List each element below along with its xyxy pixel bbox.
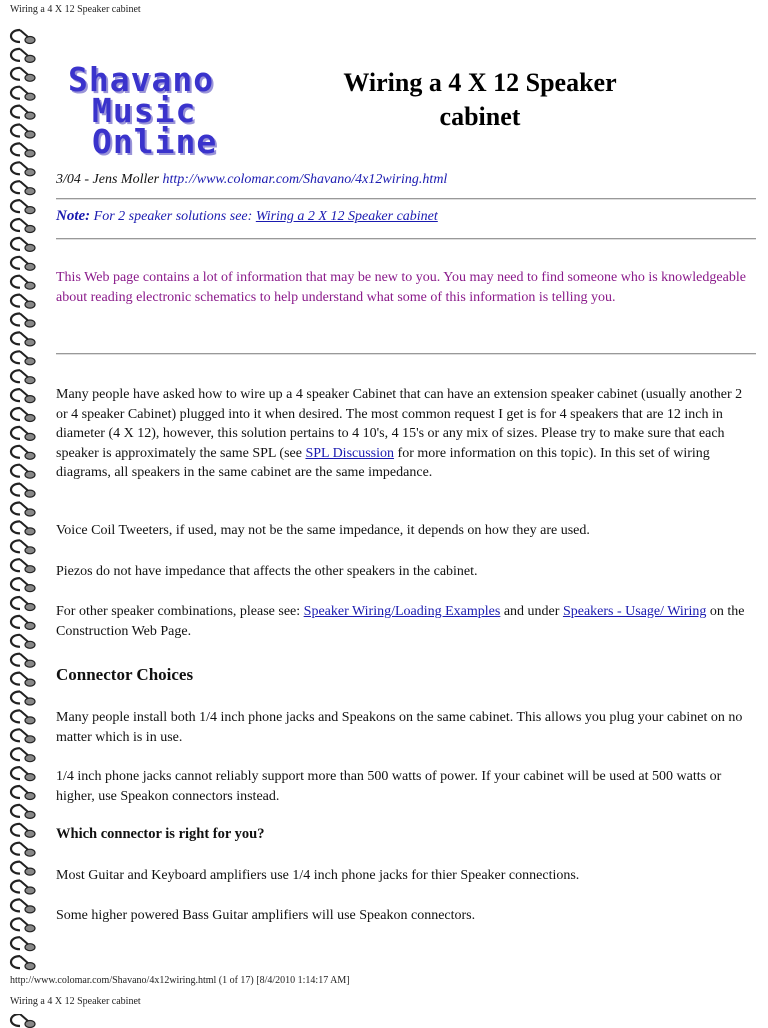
spiral-hole	[25, 471, 35, 478]
spiral-binding-icon	[6, 28, 46, 973]
para1-text-after: for more information on this topic). In this set of wiring diagrams, all speakers in the same cabinet are the same impedance.	[56, 445, 710, 481]
paragraph-phone-jacks-limit: 1/4 inch phone jacks cannot reliably support more than 500 watts of power. If your cabinet will be used at 500 watts or higher, use Speakon connectors instead.	[56, 769, 722, 804]
byline-url-link[interactable]: http://www.colomar.com/Shavano/4x12wiring.html	[162, 172, 448, 187]
heading-which-connector: Which connector is right for you?	[56, 826, 265, 842]
spiral-loop	[11, 881, 20, 893]
spiral-loop	[11, 276, 20, 288]
spiral-arm	[20, 786, 28, 793]
spiral-arm	[20, 918, 28, 925]
spiral-arm	[20, 521, 28, 528]
spiral-arm	[20, 68, 28, 75]
spiral-hole	[25, 1021, 35, 1028]
logo-line-3: Online	[92, 122, 218, 161]
spiral-arm	[20, 351, 28, 358]
spiral-hole	[25, 339, 35, 346]
spiral-arm	[20, 162, 28, 169]
spiral-loop	[11, 578, 20, 590]
spiral-hole	[25, 188, 35, 195]
spiral-hole	[25, 150, 35, 157]
spiral-hole	[25, 509, 35, 516]
spiral-loop	[11, 559, 20, 571]
spiral-hole	[25, 660, 35, 667]
paragraph-bass-speakon: Some higher powered Bass Guitar amplifiers will use Speakon connectors.	[56, 908, 476, 923]
spiral-loop	[11, 314, 20, 326]
spiral-loop	[11, 30, 20, 42]
spiral-hole	[25, 604, 35, 611]
spiral-loop	[11, 351, 20, 363]
spiral-arm	[20, 238, 28, 245]
spiral-arm	[20, 843, 28, 850]
spiral-loop	[11, 219, 20, 231]
spiral-binding-icon-next	[6, 1014, 46, 1028]
next-page-header: Wiring a 4 X 12 Speaker cabinet	[10, 996, 141, 1007]
spiral-arm	[20, 862, 28, 869]
spiral-arm	[20, 503, 28, 510]
spiral-loop	[11, 521, 20, 533]
spiral-loop	[11, 540, 20, 552]
spiral-hole	[25, 717, 35, 724]
para4-text-before: For other speaker combinations, please see:	[56, 604, 304, 619]
wiring-2x12-link[interactable]: Wiring a 2 X 12 Speaker cabinet	[255, 209, 438, 224]
para4-text-middle: and under	[500, 604, 563, 619]
spiral-loop	[11, 238, 20, 250]
spiral-arm	[20, 200, 28, 207]
spiral-arm	[20, 314, 28, 321]
spiral-arm	[20, 295, 28, 302]
speakers-usage-wiring-link[interactable]: Speakers - Usage/ Wiring	[562, 604, 707, 619]
intro-paragraph: This Web page contains a lot of information that may be new to you. You may need to find someone who is knowledgeable about reading electronic schematics to help understand what some of this information is telling you.	[56, 270, 746, 305]
byline	[56, 172, 447, 188]
spiral-hole	[25, 93, 35, 100]
spiral-arm	[20, 673, 28, 680]
para1-text-before: Many people have asked how to wire up a 4 speaker Cabinet that can have an extension speaker cabinet (usually another 2 or 4 speaker Cabinet) plugged into it when desired. The most common request I get is for 4 speakers that are 12 inch in diameter (4 X 12), however, this solution pertains to 4 10's, 4 15's or any mix of sizes. Please try to make sure that each speaker is approximately the same SPL (see	[56, 387, 743, 461]
spiral-loop	[11, 654, 20, 666]
paragraph-wiring-request	[56, 385, 756, 483]
spiral-loop	[11, 918, 20, 930]
spiral-arm	[20, 710, 28, 717]
spiral-loop	[11, 899, 20, 911]
para4-text-after: on the Construction Web Page.	[56, 604, 745, 639]
spiral-hole	[25, 452, 35, 459]
spiral-hole	[25, 566, 35, 573]
divider	[56, 238, 756, 240]
spiral-hole	[25, 169, 35, 176]
note	[56, 208, 438, 225]
spiral-hole	[25, 74, 35, 81]
spiral-hole	[25, 358, 35, 365]
heading-connector-choices: Connector Choices	[56, 665, 194, 684]
byline-text: 3/04 - Jens Moller	[56, 172, 163, 187]
spiral-hole	[25, 887, 35, 894]
spiral-loop	[11, 332, 20, 344]
spiral-arm	[20, 30, 28, 37]
spiral-hole	[25, 396, 35, 403]
spiral-arm	[20, 143, 28, 150]
spiral-loop	[11, 635, 20, 647]
spiral-arm	[20, 389, 28, 396]
spiral-loop	[11, 49, 20, 61]
page-title	[310, 66, 650, 134]
spiral-arm	[20, 408, 28, 415]
spiral-arm	[20, 729, 28, 736]
paragraph-both-connectors: Many people install both 1/4 inch phone jacks and Speakons on the same cabinet. This allows you plug your cabinet on no matter which is in use.	[56, 710, 743, 745]
spiral-loop	[11, 862, 20, 874]
spiral-arm	[20, 824, 28, 831]
spiral-loop	[11, 1014, 20, 1026]
spiral-hole	[25, 320, 35, 327]
spiral-loop	[11, 729, 20, 741]
spiral-loop	[11, 786, 20, 798]
spiral-hole	[25, 679, 35, 686]
page-title-line-2: cabinet	[439, 102, 521, 131]
spiral-loop	[11, 937, 20, 949]
spiral-loop	[11, 824, 20, 836]
page-title-line-1: Wiring a 4 X 12 Speaker	[343, 68, 617, 97]
speaker-wiring-examples-link[interactable]: Speaker Wiring/Loading Examples	[303, 604, 501, 619]
spiral-arm	[20, 559, 28, 566]
spiral-arm	[20, 616, 28, 623]
spiral-loop	[11, 843, 20, 855]
spiral-hole	[25, 377, 35, 384]
spiral-arm	[20, 465, 28, 472]
spiral-hole	[25, 622, 35, 629]
spiral-loop	[11, 370, 20, 382]
spiral-arm	[20, 805, 28, 812]
logo-line-1: Shavano	[68, 60, 215, 99]
spiral-loop	[11, 427, 20, 439]
spiral-loop	[11, 956, 20, 968]
spiral-arm	[20, 899, 28, 906]
spiral-hole	[25, 112, 35, 119]
spiral-arm	[20, 49, 28, 56]
spiral-loop	[11, 125, 20, 137]
spiral-hole	[25, 490, 35, 497]
spiral-hole	[25, 528, 35, 535]
paragraph-other-combinations	[56, 602, 756, 641]
spiral-arm	[20, 332, 28, 339]
note-label: Note:	[56, 208, 91, 224]
spiral-arm	[20, 427, 28, 434]
spiral-hole	[25, 282, 35, 289]
spiral-arm	[20, 276, 28, 283]
spiral-arm	[20, 767, 28, 774]
spiral-hole	[25, 226, 35, 233]
spiral-hole	[25, 906, 35, 913]
spiral-loop	[11, 692, 20, 704]
spiral-arm	[20, 956, 28, 963]
spiral-loop	[11, 503, 20, 515]
spiral-loop	[11, 68, 20, 80]
spiral-hole	[25, 698, 35, 705]
paragraph-piezos: Piezos do not have impedance that affects the other speakers in the cabinet.	[56, 564, 478, 579]
spiral-arm	[20, 87, 28, 94]
paragraph-guitar-keyboard: Most Guitar and Keyboard amplifiers use 1/4 inch phone jacks for thier Speaker connections.	[56, 868, 580, 883]
spiral-arm	[20, 484, 28, 491]
spiral-loop	[11, 748, 20, 760]
shavano-logo[interactable]	[68, 60, 268, 161]
note-text: For 2 speaker solutions see:	[90, 209, 256, 224]
spiral-loop	[11, 767, 20, 779]
spiral-arm	[20, 597, 28, 604]
spiral-hole	[25, 301, 35, 308]
spiral-hole	[25, 736, 35, 743]
spiral-loop	[11, 162, 20, 174]
page-footer-url: http://www.colomar.com/Shavano/4x12wiring.html (1 of 17) [8/4/2010 1:14:17 AM]	[10, 975, 350, 986]
spiral-loop	[11, 106, 20, 118]
spiral-hole	[25, 37, 35, 44]
spiral-loop	[11, 673, 20, 685]
paragraph-tweeters: Voice Coil Tweeters, if used, may not be the same impedance, it depends on how they are used.	[56, 523, 590, 538]
spiral-hole	[25, 641, 35, 648]
spiral-hole	[25, 811, 35, 818]
spiral-loop	[11, 87, 20, 99]
spiral-hole	[25, 925, 35, 932]
spiral-hole	[25, 547, 35, 554]
spiral-loop	[11, 616, 20, 628]
spiral-hole	[25, 55, 35, 62]
spiral-hole	[25, 793, 35, 800]
spiral-hole	[25, 774, 35, 781]
spiral-hole	[25, 131, 35, 138]
spiral-hole	[25, 868, 35, 875]
divider	[56, 198, 756, 200]
spiral-hole	[25, 415, 35, 422]
spiral-loop	[11, 200, 20, 212]
spiral-loop	[11, 181, 20, 193]
spiral-hole	[25, 244, 35, 251]
spiral-arm	[20, 125, 28, 132]
spiral-arm	[20, 540, 28, 547]
spiral-hole	[25, 433, 35, 440]
spiral-hole	[25, 830, 35, 837]
spiral-arm	[20, 1014, 28, 1021]
spiral-arm	[20, 370, 28, 377]
spiral-loop	[11, 597, 20, 609]
logo-line-2: Music	[92, 91, 197, 130]
spiral-loop	[11, 805, 20, 817]
spiral-arm	[20, 635, 28, 642]
spiral-loop	[11, 408, 20, 420]
spiral-loop	[11, 389, 20, 401]
spiral-arm	[20, 446, 28, 453]
spiral-loop	[11, 710, 20, 722]
spiral-loop	[11, 295, 20, 307]
divider	[56, 353, 756, 355]
spiral-hole	[25, 207, 35, 214]
spiral-arm	[20, 578, 28, 585]
spiral-arm	[20, 106, 28, 113]
spiral-arm	[20, 257, 28, 264]
spiral-arm	[20, 654, 28, 661]
spiral-arm	[20, 181, 28, 188]
spiral-arm	[20, 219, 28, 226]
spiral-arm	[20, 937, 28, 944]
spiral-arm	[20, 692, 28, 699]
spiral-loop	[11, 484, 20, 496]
spiral-loop	[11, 465, 20, 477]
spl-discussion-link[interactable]: SPL Discussion	[305, 445, 395, 461]
spiral-hole	[25, 755, 35, 762]
spiral-hole	[25, 263, 35, 270]
spiral-hole	[25, 849, 35, 856]
spiral-loop	[11, 446, 20, 458]
spiral-loop	[11, 257, 20, 269]
spiral-hole	[25, 944, 35, 951]
spiral-arm	[20, 881, 28, 888]
spiral-hole	[25, 963, 35, 970]
spiral-loop	[11, 143, 20, 155]
spiral-hole	[25, 585, 35, 592]
spiral-arm	[20, 748, 28, 755]
page-header: Wiring a 4 X 12 Speaker cabinet	[10, 4, 141, 15]
